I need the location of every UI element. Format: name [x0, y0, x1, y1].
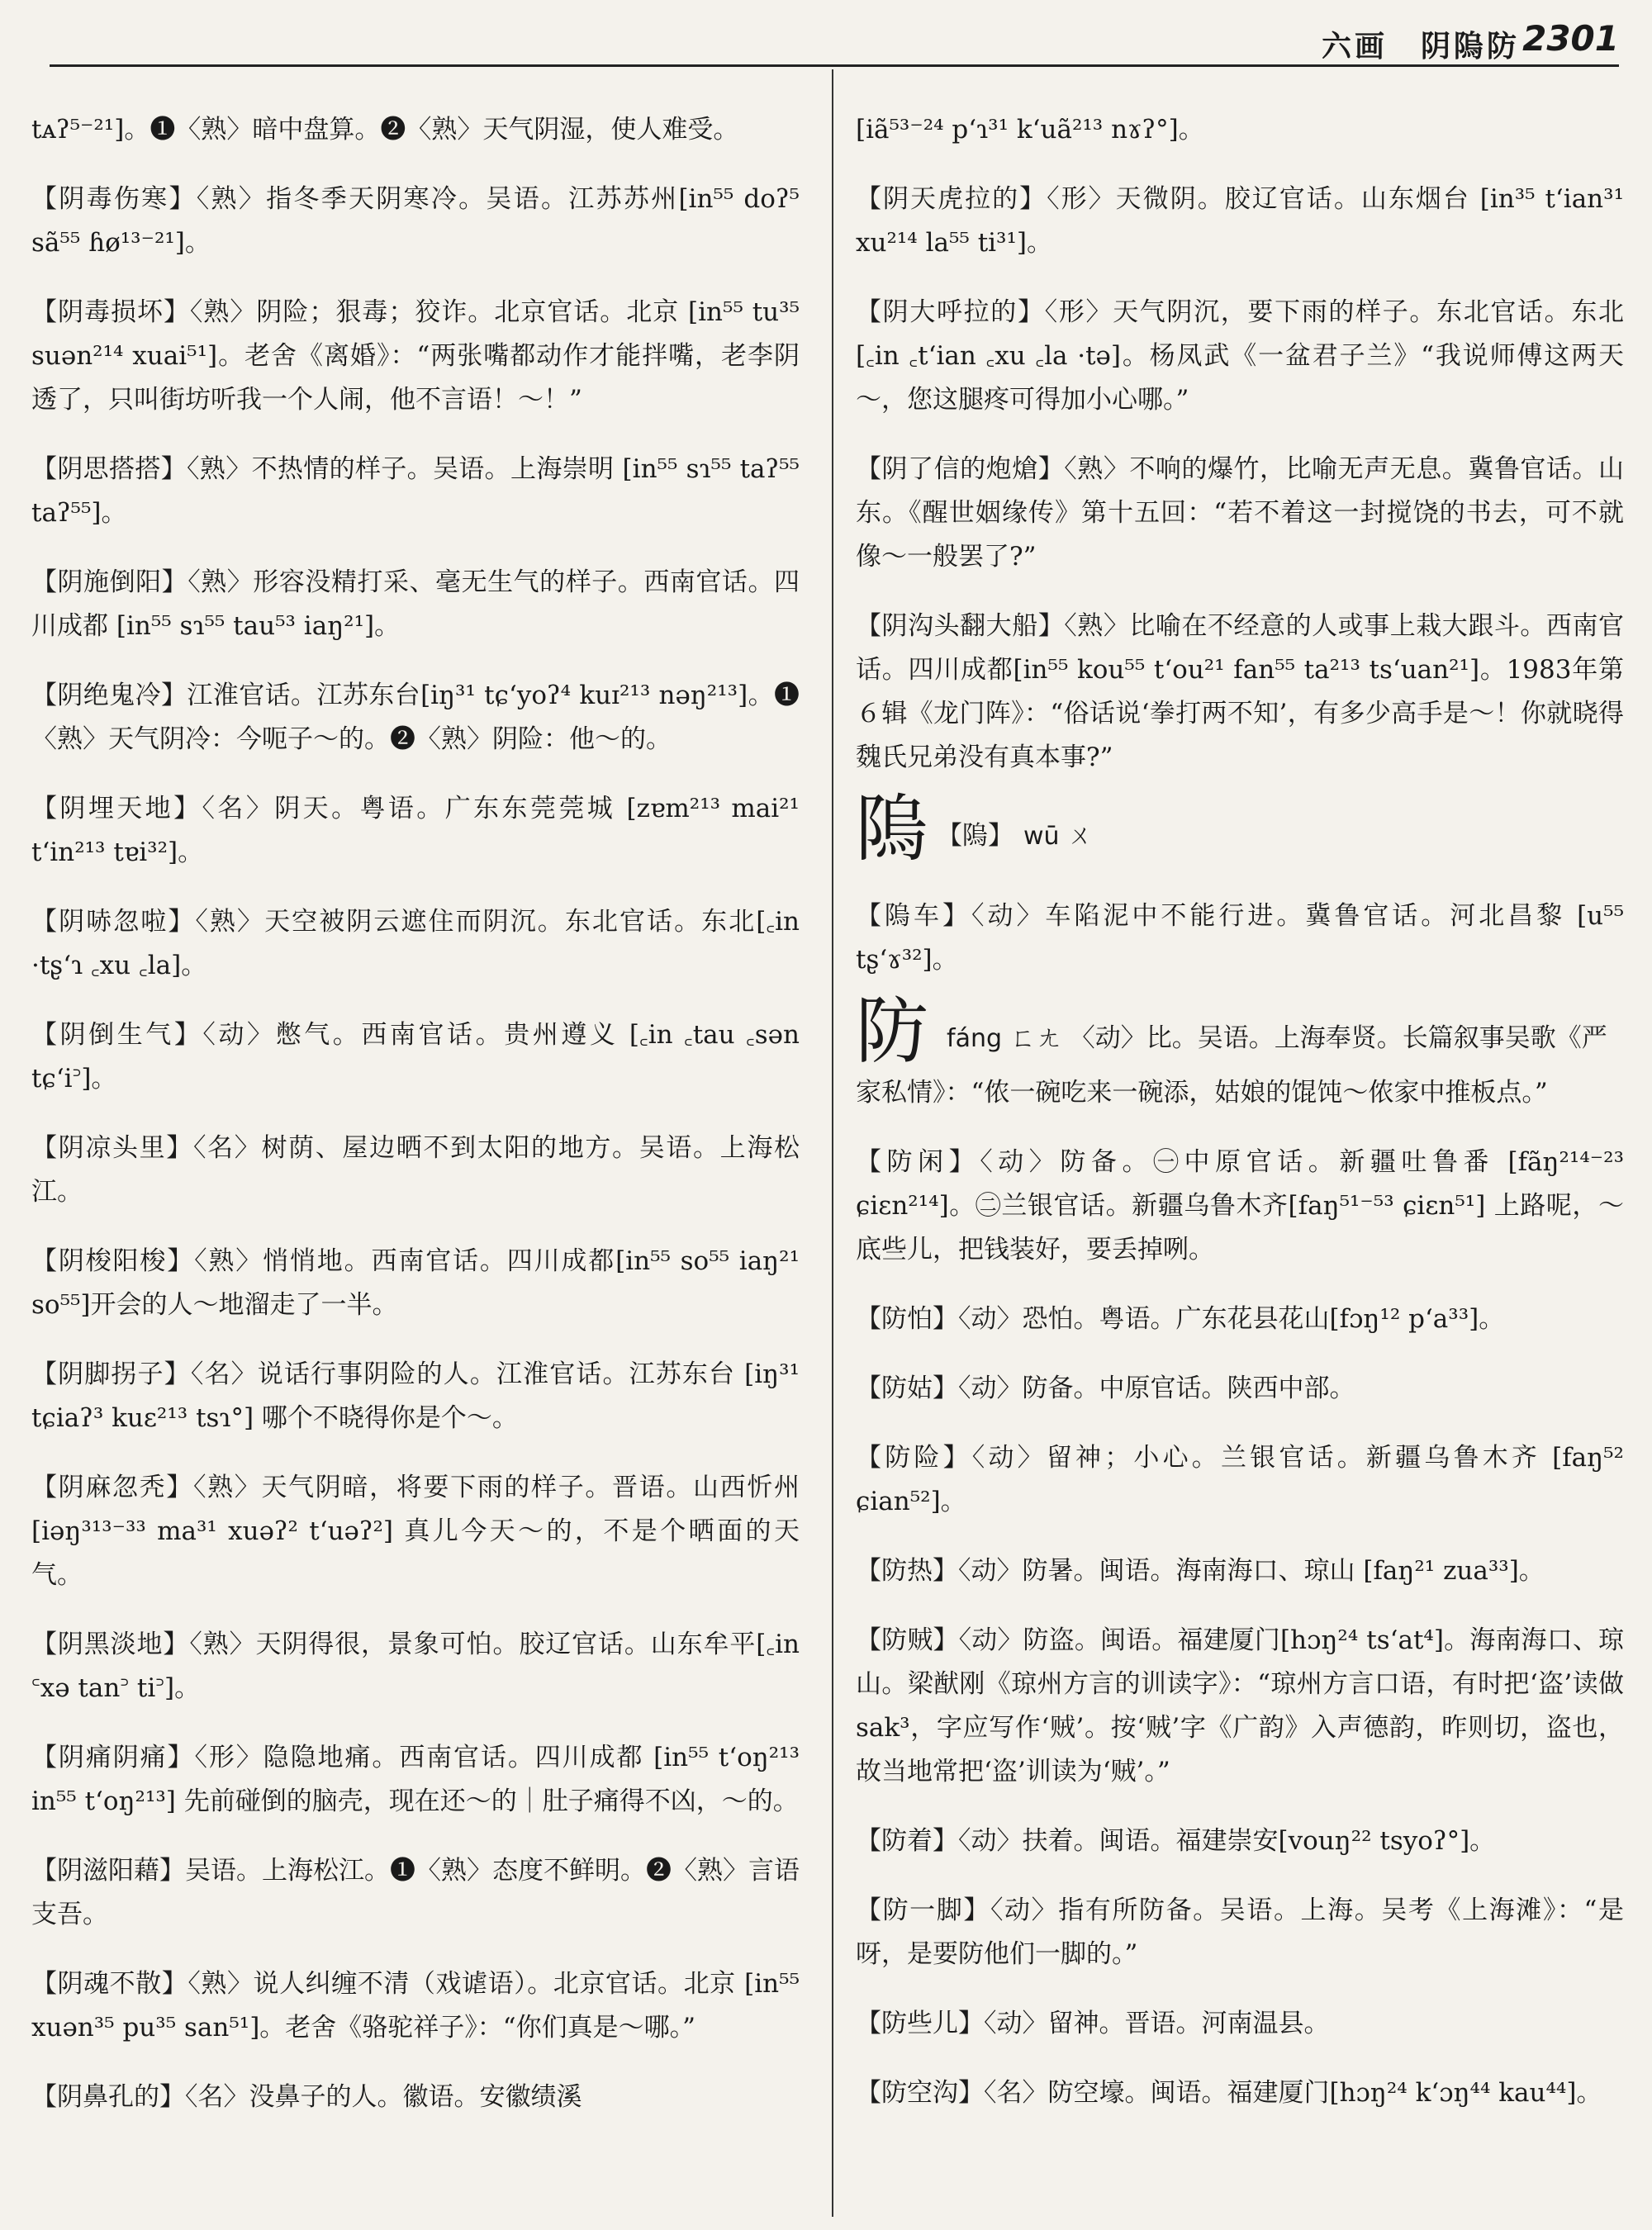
dictionary-entry: 【阴了信的炮熗】〈熟〉不响的爆竹，比喻无声无息。冀鲁官话。山东。《醒世姻缘传》第十五回：“若不着这一封搅饶的书去，可不就像～一般罢了?” — [856, 454, 1624, 572]
dictionary-entry: 【阴毒伤寒】〈熟〉指冬季天阴寒冷。吴语。江苏苏州[in⁵⁵ doʔ⁵ sã⁵⁵ ɦø¹³⁻²¹]。 — [31, 184, 800, 258]
dictionary-entry: 【阴毒损坏】〈熟〉阴险；狠毒；狡诈。北京官话。北京 [in⁵⁵ tu³⁵ suən²¹⁴ xuai⁵¹]。老舍《离婚》：“两张嘴都动作才能拌嘴，老李阴透了，只叫街坊听我一个人闹，他不言语！～！” — [31, 297, 800, 415]
headword-character-fang — [856, 989, 1624, 1115]
header-rule — [50, 64, 1619, 67]
headword-zhuyin: ㄨ — [1067, 821, 1094, 851]
left-column — [31, 83, 800, 2213]
dictionary-entry: 【防热】〈动〉防暑。闽语。海南海口、琼山 [faŋ²¹ zua³³]。 — [856, 1556, 1545, 1586]
dictionary-entry: 【阴魂不散】〈熟〉说人纠缠不清（戏谑语）。北京官话。北京 [in⁵⁵ xuən³⁵ pu³⁵ san⁵¹]。老舍《骆驼祥子》：“你们真是～哪。” — [31, 1969, 800, 2043]
dictionary-entry: tᴀʔ⁵⁻²¹]。❶〈熟〉暗中盘算。❷〈熟〉天气阴湿，使人难受。 — [31, 115, 739, 145]
dictionary-entry: 【防闲】〈动〉防备。㊀中原官话。新疆吐鲁番 [fãŋ²¹⁴⁻²³ ɕiɛn²¹⁴]。㊁兰银官话。新疆乌鲁木齐[faŋ⁵¹⁻⁵³ ɕiɛn⁵¹] 上路呢，～底些儿，把钱装好，要丢掉咧。 — [856, 1147, 1624, 1264]
page-header — [0, 0, 1652, 66]
dictionary-entry: 【防着】〈动〉扶着。闽语。福建崇安[vouŋ²² tsyoʔ°]。 — [856, 1826, 1496, 1856]
dictionary-entry: 【阴天虎拉的】〈形〉天微阴。胶辽官话。山东烟台 [in³⁵ tʻian³¹ xu²¹⁴ la⁵⁵ ti³¹]。 — [856, 184, 1624, 258]
headword-zhuyin: ㄈㄤ — [1009, 1023, 1061, 1053]
dictionary-entry: 【防怕】〈动〉恐怕。粤语。广东花县花山[fɔŋ¹² pʻa³³]。 — [856, 1304, 1505, 1334]
dictionary-entry: 【防一脚】〈动〉指有所防备。吴语。上海。吴考《上海滩》：“是呀，是要防他们一脚的。” — [856, 1896, 1624, 1969]
dictionary-entry: 【阴鼻孔的】〈名〉没鼻子的人。徽语。安徽绩溪 — [31, 2082, 582, 2112]
dictionary-entry: 【阴凉头里】〈名〉树荫、屋边晒不到太阳的地方。吴语。上海松江。 — [31, 1133, 800, 1207]
dictionary-entry: 【阴倒生气】〈动〉憋气。西南官话。贵州遵义 [꜀in ꜀tau ꜀sən tɕʻi꜄]。 — [31, 1020, 800, 1094]
dictionary-entry: 【阴施倒阳】〈熟〉形容没精打采、毫无生气的样子。西南官话。四川成都 [in⁵⁵ sɿ⁵⁵ tau⁵³ iaŋ²¹]。 — [31, 567, 800, 641]
dictionary-entry: 【阴痛阴痛】〈形〉隐隐地痛。西南官话。四川成都 [in⁵⁵ tʻoŋ²¹³ in⁵⁵ tʻoŋ²¹³] 先前碰倒的脑壳，现在还～的｜肚子痛得不凶，～的。 — [31, 1743, 800, 1816]
dictionary-entry: 【防空沟】〈名〉防空壕。闽语。福建厦门[hɔŋ²⁴ kʻɔŋ⁴⁴ kau⁴⁴]。 — [856, 2078, 1602, 2108]
dictionary-entry: 【阴大呼拉的】〈形〉天气阴沉，要下雨的样子。东北官话。东北 [꜀in ꜀tʻian ꜀xu ꜀la ·tə]。杨凤武《一盆君子兰》“我说师傅这两天～，您这腿疼可得加小心哪。” — [856, 297, 1624, 415]
headword-definition: 〈动〉比。吴语。上海奉贤。长篇叙事吴歌《严家私情》：“侬一碗吃来一碗添，姑娘的馄饨～侬家中推板点。” — [856, 1023, 1607, 1108]
dictionary-entry: 【阴滋阳藉】吴语。上海松江。❶〈熟〉态度不鲜明。❷〈熟〉言语支吾。 — [31, 1856, 800, 1929]
dictionary-entry: 【阴脚拐子】〈名〉说话行事阴险的人。江淮官话。江苏东台 [iŋ³¹ tɕiaʔ³ kuɛ²¹³ tsɿ°] 哪个不晓得你是个～。 — [31, 1359, 800, 1433]
page-number: 2301 — [1522, 18, 1619, 59]
dictionary-entry: 【阴埋天地】〈名〉阴天。粤语。广东东莞莞城 [zɐm²¹³ mai²¹ tʻin²¹³ tɐi³²]。 — [31, 794, 800, 867]
dictionary-entry: 【阴绝鬼冷】江淮官话。江苏东台[iŋ³¹ tɕʻyoʔ⁴ kuɪ²¹³ nəŋ²¹³]。❶〈熟〉天气阴冷：今呃子～的。❷〈熟〉阴险：他～的。 — [31, 681, 800, 754]
dictionary-entry: 【阴黑淡地】〈熟〉天阴得很，景象可怕。胶辽官话。山东牟平[꜀in ꜂xə tan꜄ ti꜄]。 — [31, 1630, 800, 1703]
dictionary-entry: 【阴哧忽啦】〈熟〉天空被阴云遮住而阴沉。东北官话。东北[꜀in ·tʂʻɿ ꜀xu ꜀la]。 — [31, 907, 800, 980]
dictionary-entry: 【防些儿】〈动〉留神。晋语。河南温县。 — [856, 2009, 1330, 2038]
dictionary-entry: 【隖车】〈动〉车陷泥中不能行进。冀鲁官话。河北昌黎 [u⁵⁵ tʂʻɤ³²]。 — [856, 901, 1624, 975]
headword-pinyin: wū — [1023, 822, 1060, 851]
headword-character-wu — [856, 786, 1624, 871]
dictionary-entry: 【阴沟头翻大船】〈熟〉比喻在不经意的人或事上栽大跟斗。西南官话。四川成都[in⁵⁵ kou⁵⁵ tʻou²¹ fan⁵⁵ ta²¹³ tsʻuan²¹]。1983年第６辑《龙门阵》：“俗话说‘拳打两不知’，有多少高手是～！你就晓得魏氏兄弟没有真本事?” — [856, 611, 1624, 772]
headword-glyph: 防 — [856, 989, 929, 1074]
right-column — [856, 83, 1624, 2213]
headword-glyph: 隖 — [856, 786, 929, 871]
headword-traditional: 【隖】 — [937, 821, 1014, 851]
column-divider — [832, 69, 833, 2217]
dictionary-entry: [iã⁵³⁻²⁴ pʻɿ³¹ kʻuã²¹³ nɤʔ°]。 — [856, 115, 1204, 145]
headword-pinyin: fáng — [947, 1024, 1003, 1053]
dictionary-entry: 【防贼】〈动〉防盗。闽语。福建厦门[hɔŋ²⁴ tsʻat⁴]。海南海口、琼山。梁猷刚《琼州方言的训读字》：“琼州方言口语，有时把‘盗’读做sak³，字应写作‘贼’。按‘贼’字《广韵》入声德韵，昨则切，盗也，故当地常把‘盗’训读为‘贼’。” — [856, 1625, 1624, 1786]
dictionary-entry: 【阴梭阳梭】〈熟〉悄悄地。西南官话。四川成都[in⁵⁵ so⁵⁵ iaŋ²¹ so⁵⁵]开会的人～地溜走了一半。 — [31, 1246, 800, 1320]
dictionary-entry: 【防险】〈动〉留神；小心。兰银官话。新疆乌鲁木齐 [faŋ⁵² ɕian⁵²]。 — [856, 1443, 1624, 1516]
running-head-section: 六画 阴隖防 — [1321, 29, 1520, 64]
dictionary-entry: 【防姑】〈动〉防备。中原官话。陕西中部。 — [856, 1374, 1355, 1403]
dictionary-entry: 【阴思搭搭】〈熟〉不热情的样子。吴语。上海崇明 [in⁵⁵ sɿ⁵⁵ taʔ⁵⁵ taʔ⁵⁵]。 — [31, 454, 800, 528]
dictionary-entry: 【阴麻忽秃】〈熟〉天气阴暗，将要下雨的样子。晋语。山西忻州[iəŋ³¹³⁻³³ ma³¹ xuəʔ² tʻuəʔ²] 真儿今天～的，不是个晒面的天气。 — [31, 1473, 800, 1590]
